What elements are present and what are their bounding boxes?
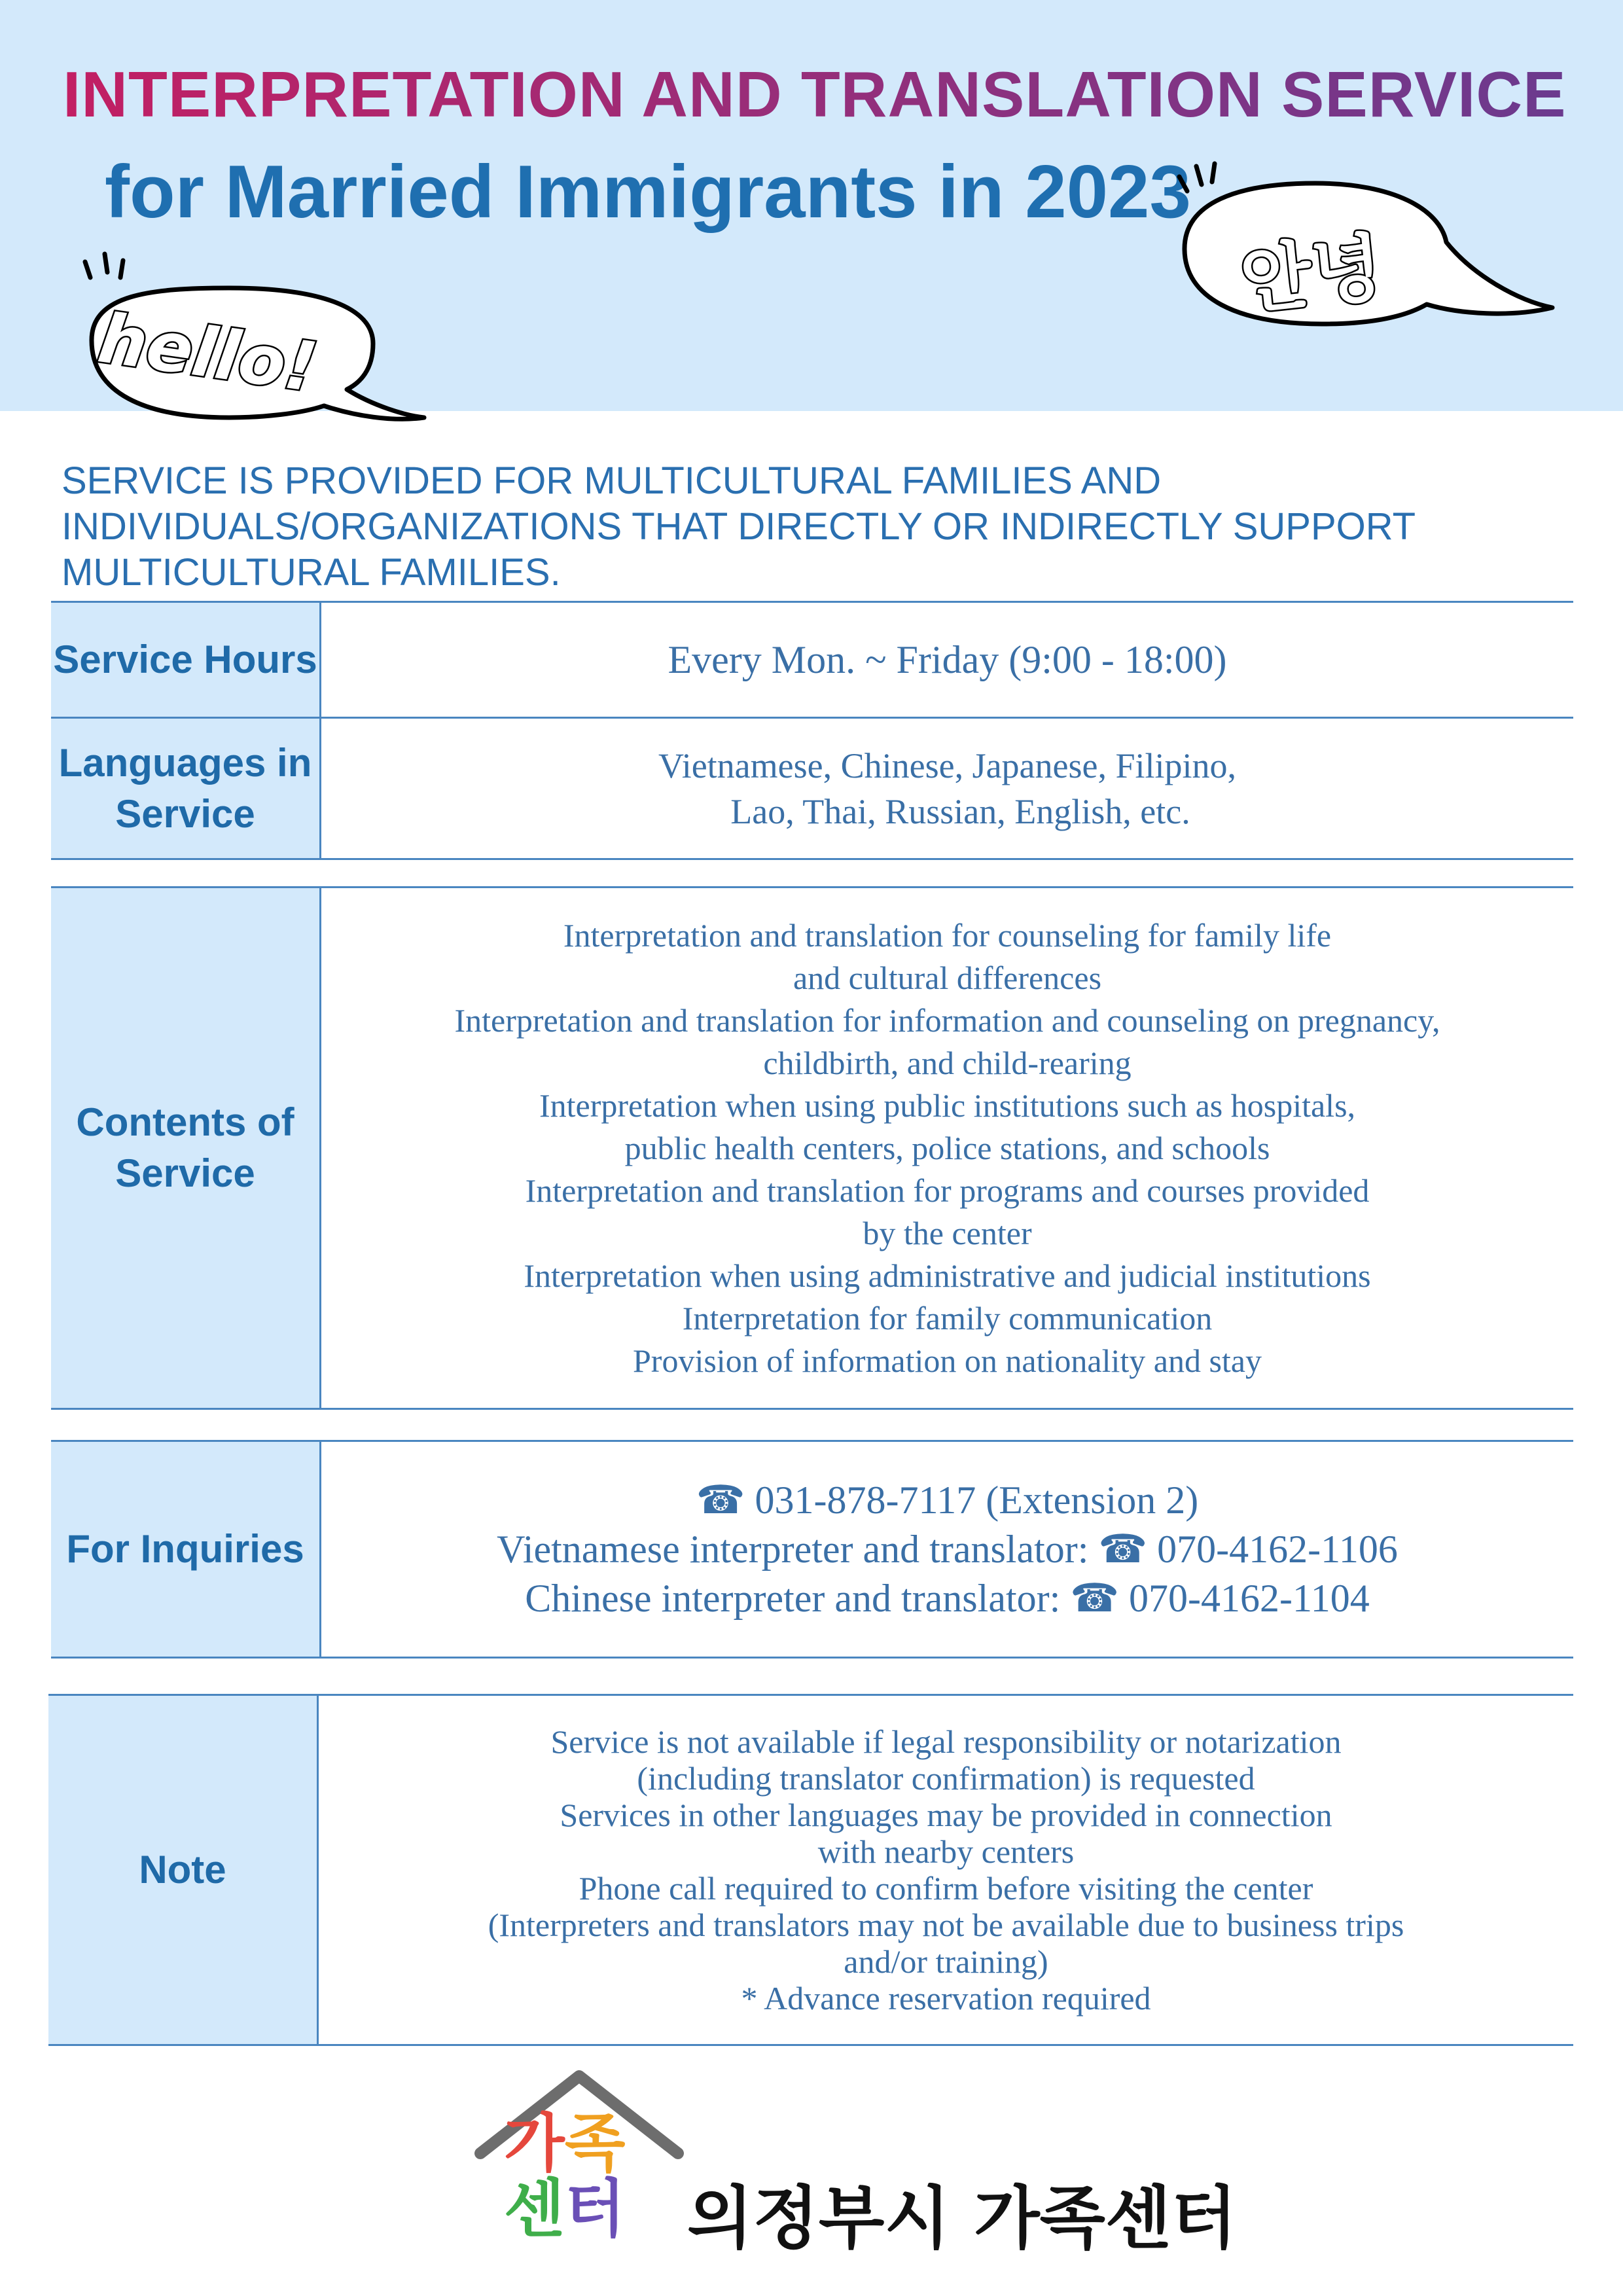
contents-line: Interpretation for family communication	[682, 1299, 1213, 1336]
note-line: (Interpreters and translators may not be available due to business trips	[488, 1907, 1404, 1943]
contents-line: by the center	[863, 1214, 1032, 1251]
note-line: Service is not available if legal responsibility or notarization	[550, 1723, 1342, 1760]
org-name: 의정부시 가족센터	[687, 2178, 1237, 2258]
contents-line: Interpretation and translation for programs and courses provided	[525, 1172, 1370, 1209]
inquiry-chinese-phone: Chinese interpreter and translator: ☎ 070-4162-1104	[525, 1576, 1370, 1620]
note-line: with nearby centers	[817, 1833, 1075, 1870]
note-value	[319, 1696, 1573, 2044]
languages-label-line2: Service	[115, 791, 255, 836]
contents-label	[51, 888, 321, 1408]
table-hours-languages	[51, 601, 1573, 860]
service-hours-text: Every Mon. ~ Friday (9:00 - 18:00)	[668, 637, 1227, 681]
languages-value	[321, 719, 1573, 858]
hello-text: hello!	[94, 298, 322, 408]
inquiries-value	[321, 1442, 1573, 1657]
logo-mark-bottom: 센터	[504, 2172, 626, 2246]
table-inquiries	[51, 1440, 1573, 1659]
service-hours-label: Service Hours	[51, 603, 321, 717]
note-line: (including translator confirmation) is requested	[637, 1760, 1255, 1797]
languages-line1: Vietnamese, Chinese, Japanese, Filipino,	[658, 745, 1237, 785]
contents-line: and cultural differences	[793, 959, 1102, 996]
contents-line: Interpretation when using public institutions such as hospitals,	[539, 1086, 1356, 1124]
service-hours-value	[321, 603, 1573, 717]
row-service-hours	[51, 603, 1573, 717]
languages-label-line1: Languages in	[58, 740, 312, 785]
contents-line: childbirth, and child-rearing	[763, 1044, 1132, 1081]
intro-statement: SERVICE IS PROVIDED FOR MULTICULTURAL FAMILIES AND INDIVIDUALS/ORGANIZATIONS THAT DIRECTLY OR INDIRECTLY SUPPORT MULTICULTURAL FAMILIES.	[62, 459, 1415, 594]
note-line: Phone call required to confirm before visiting the center	[579, 1870, 1313, 1907]
contents-value	[321, 888, 1573, 1408]
note-line: Services in other languages may be provided in connection	[560, 1797, 1332, 1833]
page-subtitle: for Married Immigrants in 2023	[105, 151, 1191, 234]
logo-mark-top: 가족	[504, 2107, 626, 2180]
contents-line: Interpretation and translation for information and counseling on pregnancy,	[454, 1001, 1440, 1039]
inquiries-label: For Inquiries	[51, 1442, 321, 1657]
page-title: INTERPRETATION AND TRANSLATION SERVICE	[63, 58, 1567, 130]
note-line: and/or training)	[844, 1943, 1048, 1980]
inquiry-main-phone: ☎ 031-878-7117 (Extension 2)	[696, 1478, 1199, 1522]
note-label: Note	[48, 1696, 319, 2044]
row-languages	[51, 719, 1573, 858]
table-contents	[51, 886, 1573, 1410]
table-note	[48, 1694, 1573, 2046]
contents-line: Provision of information on nationality and stay	[633, 1342, 1262, 1379]
contents-line: Interpretation and translation for counseling for family life	[563, 916, 1332, 954]
note-line: * Advance reservation required	[741, 1980, 1151, 2017]
contents-label-line1: Contents of	[76, 1100, 294, 1144]
contents-line: Interpretation when using administrative and judicial institutions	[524, 1257, 1371, 1294]
annyeong-text: 안녕	[1236, 224, 1387, 325]
languages-line2: Lao, Thai, Russian, English, etc.	[730, 791, 1190, 831]
inquiry-vietnamese-phone: Vietnamese interpreter and translator: ☎ 070-4162-1106	[497, 1527, 1398, 1571]
contents-line: public health centers, police stations, and schools	[624, 1129, 1270, 1166]
languages-label	[51, 719, 321, 858]
contents-label-line2: Service	[115, 1151, 255, 1195]
